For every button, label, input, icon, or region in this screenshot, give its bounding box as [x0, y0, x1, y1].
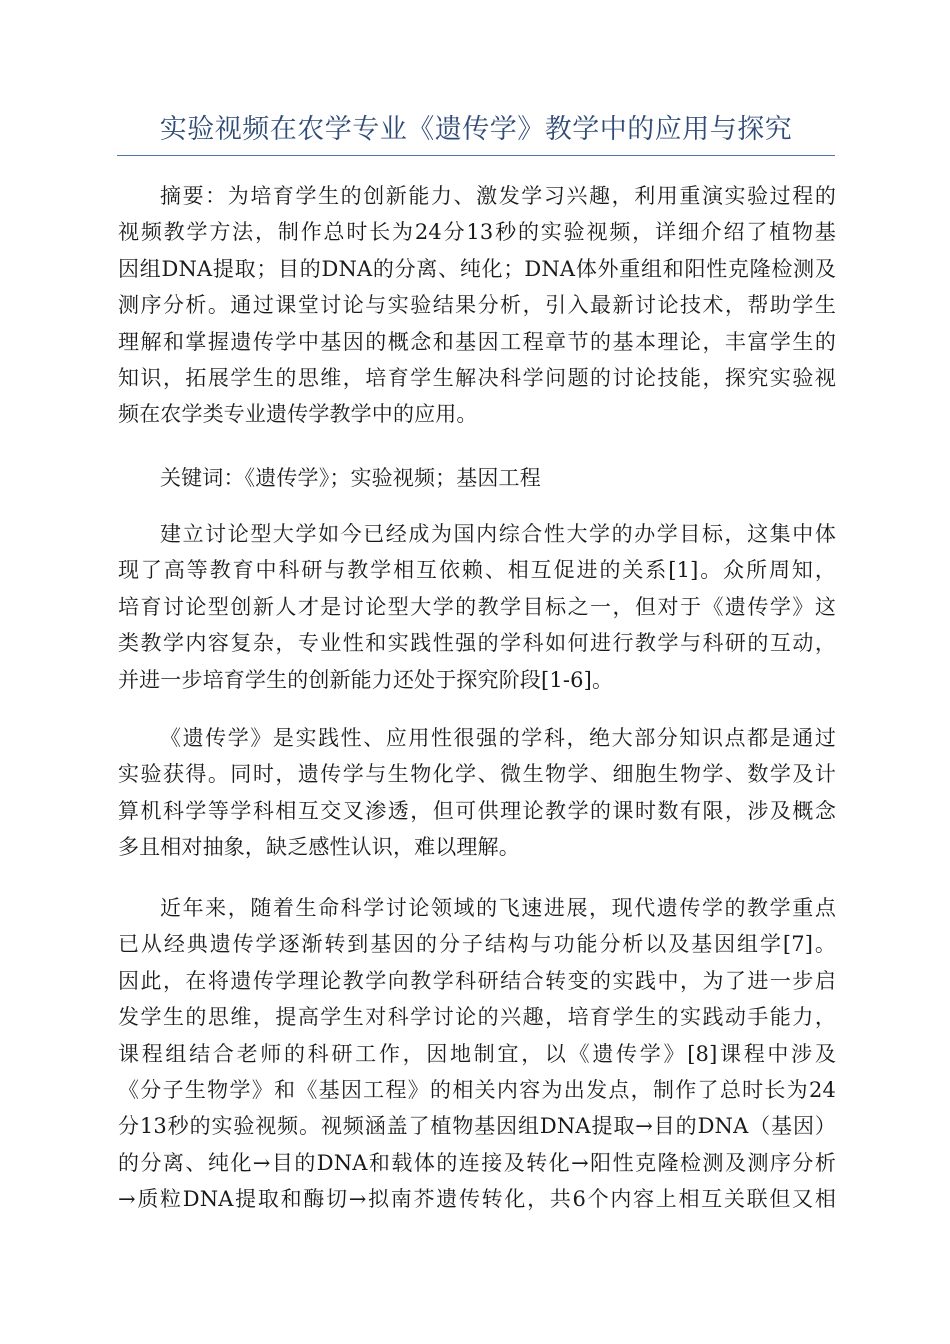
paragraph-line: 建立讨论型大学如今已经成为国内综合性大学的办学目标，这集中体 — [160, 522, 836, 546]
paragraph-line: 培育讨论型创新人才是讨论型大学的教学目标之一，但对于《遗传学》这 — [118, 594, 836, 619]
abstract-line: 频在农学类专业遗传学教学中的应用。 — [118, 402, 478, 427]
paragraph-line: 分13秒的实验视频。视频涵盖了植物基因组DNA提取→目的DNA（基因） — [118, 1114, 836, 1139]
paragraph-line: 并进一步培育学生的创新能力还处于探究阶段[1-6]。 — [118, 667, 614, 692]
abstract-line: 摘要：为培育学生的创新能力、激发学习兴趣，利用重演实验过程的 — [160, 184, 836, 208]
abstract-line: 测序分析。通过课堂讨论与实验结果分析，引入最新讨论技术，帮助学生 — [118, 293, 836, 318]
document-title: 实验视频在农学专业《遗传学》教学中的应用与探究 — [159, 114, 793, 145]
abstract-line: 因组DNA提取；目的DNA的分离、纯化；DNA体外重组和阳性克隆检测及 — [118, 256, 836, 281]
paragraph-line: 算机科学等学科相互交叉渗透，但可供理论教学的课时数有限，涉及概念 — [118, 798, 836, 823]
paragraph-line: 实验获得。同时，遗传学与生物化学、微生物学、细胞生物学、数学及计 — [118, 762, 836, 787]
keywords-paragraph — [118, 460, 836, 496]
paragraph-line: 多且相对抽象，缺乏感性认识，难以理解。 — [118, 835, 520, 860]
keywords-line: 关键词：《遗传学》；实验视频；基因工程 — [160, 466, 541, 490]
body-paragraph — [118, 720, 836, 866]
paragraph-line: 《遗传学》是实践性、应用性很强的学科，绝大部分知识点都是通过 — [160, 726, 836, 750]
paragraph-line: 《分子生物学》和《基因工程》的相关内容为出发点，制作了总时长为24 — [118, 1077, 836, 1102]
body-paragraph — [118, 890, 836, 1218]
paragraph-line: →质粒DNA提取和酶切→拟南芥遗传转化，共6个内容上相互关联但又相 — [118, 1187, 836, 1212]
abstract-line: 视频教学方法，制作总时长为24分13秒的实验视频，详细介绍了植物基 — [118, 220, 836, 245]
abstract-paragraph — [118, 178, 836, 433]
paragraph-line: 现了高等教育中科研与教学相互依赖、相互促进的关系[1]。众所周知， — [118, 558, 836, 583]
paragraph-line: 因此，在将遗传学理论教学向教学科研结合转变的实践中，为了进一步启 — [118, 968, 836, 993]
paragraph-line: 发学生的思维，提高学生对科学讨论的兴趣，培育学生的实践动手能力， — [118, 1005, 836, 1030]
paragraph-line: 课程组结合老师的科研工作，因地制宜，以《遗传学》[8]课程中涉及 — [118, 1041, 836, 1066]
paragraph-line: 类教学内容复杂，专业性和实践性强的学科如何进行教学与科研的互动， — [118, 631, 836, 656]
paragraph-line: 的分离、纯化→目的DNA和载体的连接及转化→阳性克隆检测及测序分析 — [118, 1150, 836, 1175]
abstract-line: 知识，拓展学生的思维，培育学生解决科学问题的讨论技能，探究实验视 — [118, 365, 836, 390]
body-paragraph — [118, 516, 836, 698]
paragraph-line: 已从经典遗传学逐渐转到基因的分子结构与功能分析以及基因组学[7]。 — [118, 932, 836, 957]
abstract-line: 理解和掌握遗传学中基因的概念和基因工程章节的基本理论，丰富学生的 — [118, 329, 836, 354]
paragraph-line: 近年来，随着生命科学讨论领域的飞速进展，现代遗传学的教学重点 — [160, 896, 836, 920]
title-underline — [117, 155, 835, 156]
